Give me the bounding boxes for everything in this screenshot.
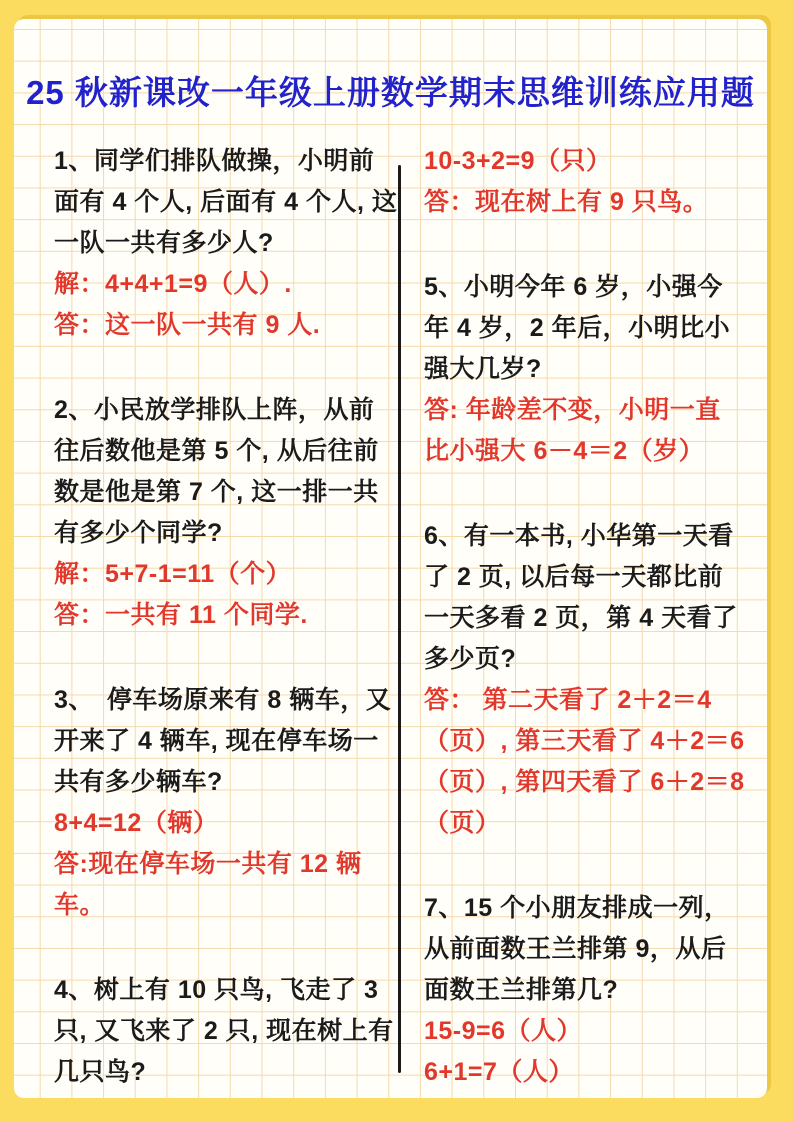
question-paragraph: 1、同学们排队做操，小明前面有 4 个人, 后面有 4 个人, 这一队一共有多少人? [54, 147, 398, 257]
question-paragraph: 6、有一本书, 小华第一天看了 2 页, 以后每一天都比前一天多看 2 页，第 4 天看了多少页? [424, 522, 738, 673]
problem-block [54, 141, 398, 346]
question-paragraph: 7、15 个小朋友排成一列，从前面数王兰排第 9，从后面数王兰排第几? [424, 894, 730, 1004]
problem-block [54, 680, 398, 926]
solution-paragraph: 解：4+4+1=9（人）. [54, 270, 292, 298]
answer-paragraph: 答:现在停车场一共有 12 辆车。 [54, 850, 362, 919]
problem-block [424, 267, 745, 472]
question-paragraph: 4、树上有 10 只鸟, 飞走了 3 只, 又飞来了 2 只, 现在树上有几只鸟? [54, 976, 394, 1086]
problem-block [54, 970, 398, 1093]
problem-block [54, 390, 398, 636]
answer-paragraph: 答：现在树上有 9 只鸟。 [424, 188, 709, 216]
solution-paragraph: 解：5+7-1=11（个） [54, 560, 292, 588]
solution-paragraph: 10-3+2=9（只） [424, 147, 612, 175]
left-column [54, 141, 398, 1098]
column-divider-line [398, 165, 401, 1073]
answer-paragraph: 答: 年龄差不变，小明一直比小强大 6－4＝2（岁） [424, 396, 721, 465]
question-paragraph: 3、 停车场原来有 8 辆车，又开来了 4 辆车, 现在停车场一共有多少辆车? [54, 686, 392, 796]
question-paragraph: 5、小明今年 6 岁，小强今年 4 岁，2 年后，小明比小强大几岁? [424, 273, 731, 383]
solution-paragraph: 8+4=12（辆） [54, 809, 219, 837]
answer-paragraph: 答：一共有 11 个同学. [54, 601, 308, 629]
problem-block [424, 516, 745, 844]
page-title: 25 秋新课改一年级上册数学期末思维训练应用题 [26, 74, 755, 111]
problem-block [424, 888, 745, 1093]
right-column [398, 141, 745, 1098]
worksheet-body [14, 141, 767, 1098]
solution-paragraph: 15-9=6（人） [424, 1017, 583, 1045]
worksheet-page [14, 19, 767, 1098]
problem-block [424, 141, 745, 223]
question-paragraph: 2、小民放学排队上阵，从前往后数他是第 5 个, 从后往前数是他是第 7 个, 这一排一共有多少个同学? [54, 396, 379, 547]
answer-paragraph: 答：这一队一共有 9 人. [54, 311, 321, 339]
solution-paragraph: 6+1=7（人） [424, 1058, 574, 1086]
answer-paragraph: 答： 第二天看了 2＋2＝4（页）, 第三天看了 4＋2＝6（页）, 第四天看了 6＋2＝8（页） [424, 686, 745, 837]
